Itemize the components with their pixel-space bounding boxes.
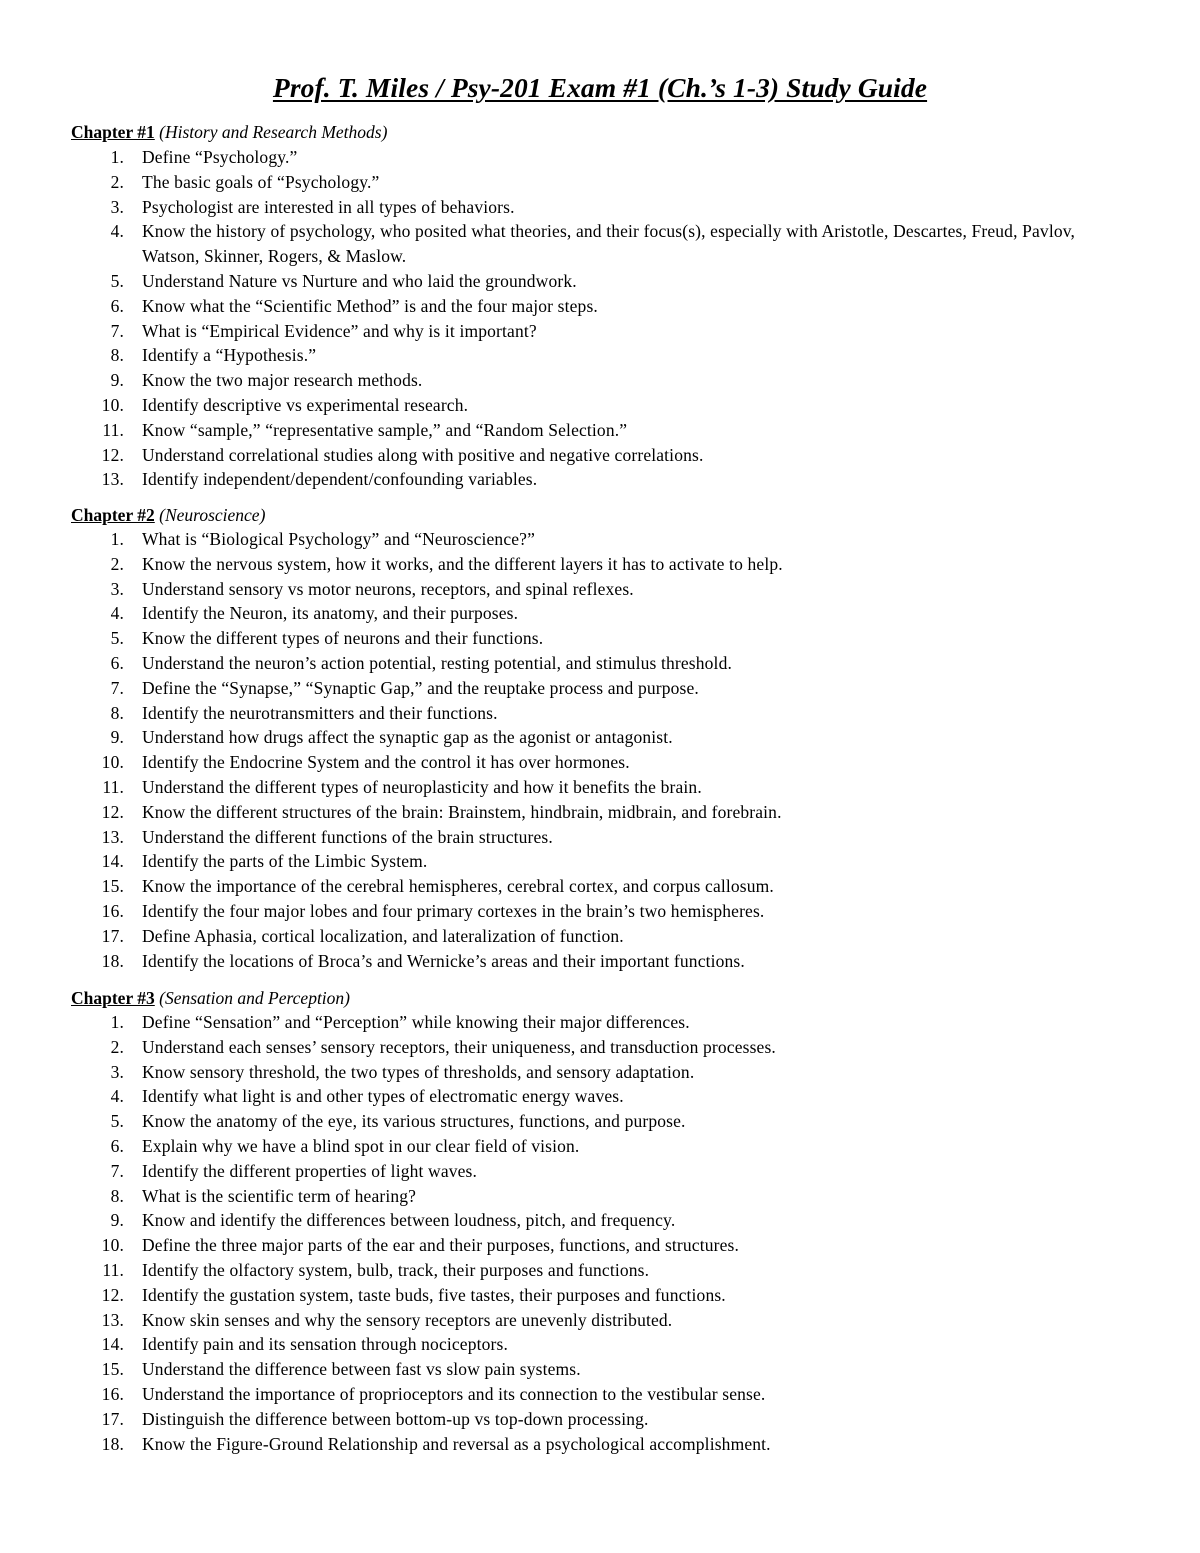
item-number: 16. <box>101 1383 124 1404</box>
item-text: Understand each senses’ sensory receptors, their uniqueness, and transduction processes. <box>142 1036 776 1057</box>
list-item <box>71 1109 1131 1134</box>
item-text: Identify the gustation system, taste buds, five tastes, their purposes and functions. <box>142 1284 726 1305</box>
item-text: Know the history of psychology, who posited what theories, and their focus(s), especially with Aristotle, Descartes, Freud, Pavlov, Watson, Skinner, Rogers, & Maslow. <box>142 221 1076 267</box>
item-number: 4. <box>110 603 124 624</box>
list-item <box>71 319 1131 344</box>
item-text: Know sensory threshold, the two types of thresholds, and sensory adaptation. <box>142 1061 695 1082</box>
list-item <box>71 701 1131 726</box>
list-item <box>71 145 1131 170</box>
list-item <box>71 1035 1131 1060</box>
list-item <box>71 626 1131 651</box>
item-text: What is “Empirical Evidence” and why is it important? <box>142 320 537 341</box>
item-number: 14. <box>101 851 124 872</box>
item-text: Know skin senses and why the sensory receptors are unevenly distributed. <box>142 1309 673 1330</box>
item-text: The basic goals of “Psychology.” <box>142 171 380 192</box>
list-item <box>71 1308 1131 1333</box>
item-number: 15. <box>101 876 124 897</box>
item-number: 13. <box>101 826 124 847</box>
list-item <box>71 849 1131 874</box>
item-number: 9. <box>110 370 124 391</box>
item-number: 11. <box>102 1259 124 1280</box>
item-number: 4. <box>110 221 124 242</box>
item-text: Identify the different properties of light waves. <box>142 1160 478 1181</box>
chapter-label: Chapter #3 <box>71 988 155 1008</box>
item-number: 1. <box>110 1012 124 1032</box>
list-item <box>71 552 1131 577</box>
item-number: 10. <box>101 752 124 773</box>
list-item <box>71 1258 1131 1283</box>
item-text: Identify the Endocrine System and the control it has over hormones. <box>142 752 630 773</box>
item-text: Understand sensory vs motor neurons, receptors, and spinal reflexes. <box>142 578 634 599</box>
chapter-2-list <box>71 527 1131 973</box>
list-item <box>71 294 1131 319</box>
list-item <box>71 1010 1131 1035</box>
item-text: What is “Biological Psychology” and “Neuroscience?” <box>142 529 536 549</box>
item-text: Identify the olfactory system, bulb, track, their purposes and functions. <box>142 1259 650 1280</box>
list-item <box>71 170 1131 195</box>
chapter-heading <box>71 120 1131 144</box>
item-number: 2. <box>110 553 124 574</box>
item-number: 17. <box>101 925 124 946</box>
item-text: Understand the importance of proprioceptors and its connection to the vestibular sense. <box>142 1383 766 1404</box>
list-item <box>71 1134 1131 1159</box>
item-text: Identify descriptive vs experimental research. <box>142 394 469 415</box>
item-number: 16. <box>101 900 124 921</box>
list-item <box>71 219 1131 269</box>
list-item <box>71 1283 1131 1308</box>
chapter-topic: (Neuroscience) <box>159 505 266 525</box>
item-number: 6. <box>110 295 124 316</box>
item-number: 7. <box>110 677 124 698</box>
list-item <box>71 924 1131 949</box>
item-text: Identify the parts of the Limbic System. <box>142 851 428 872</box>
list-item <box>71 467 1131 492</box>
item-text: Identify the locations of Broca’s and Wernicke’s areas and their important functions. <box>142 950 745 971</box>
list-item <box>71 1382 1131 1407</box>
document-title: Prof. T. Miles / Psy-201 Exam #1 (Ch.’s 1-3) Study Guide <box>272 72 928 103</box>
item-number: 8. <box>110 1185 124 1206</box>
item-text: Know the different types of neurons and their functions. <box>142 628 544 649</box>
list-item <box>71 800 1131 825</box>
item-text: Know the two major research methods. <box>142 370 423 391</box>
item-text: Understand how drugs affect the synaptic gap as the agonist or antagonist. <box>142 727 673 748</box>
list-item <box>71 393 1131 418</box>
item-number: 6. <box>110 652 124 673</box>
item-text: Understand the different functions of the brain structures. <box>142 826 553 847</box>
chapter-3-list <box>71 1010 1131 1456</box>
list-item <box>71 269 1131 294</box>
list-item <box>71 725 1131 750</box>
list-item <box>71 949 1131 974</box>
item-text: Define “Psychology.” <box>142 147 298 167</box>
item-text: Understand Nature vs Nurture and who laid the groundwork. <box>142 270 577 291</box>
list-item <box>71 899 1131 924</box>
item-number: 3. <box>110 578 124 599</box>
item-number: 1. <box>110 147 124 167</box>
item-text: Define the three major parts of the ear and their purposes, functions, and structures. <box>142 1235 740 1256</box>
item-number: 10. <box>101 1235 124 1256</box>
list-item <box>71 577 1131 602</box>
item-number: 12. <box>101 801 124 822</box>
item-number: 12. <box>101 1284 124 1305</box>
item-number: 2. <box>110 1036 124 1057</box>
item-text: Know the anatomy of the eye, its various structures, functions, and purpose. <box>142 1111 686 1132</box>
item-number: 13. <box>101 1309 124 1330</box>
item-text: Identify a “Hypothesis.” <box>142 345 317 366</box>
item-text: Identify what light is and other types of electromatic energy waves. <box>142 1086 624 1107</box>
item-text: Know what the “Scientific Method” is and the four major steps. <box>142 295 598 316</box>
chapter-heading <box>71 503 1131 527</box>
chapter-heading <box>71 986 1131 1010</box>
list-item <box>71 825 1131 850</box>
item-text: Understand the difference between fast vs slow pain systems. <box>142 1359 581 1380</box>
item-text: Define “Sensation” and “Perception” while knowing their major differences. <box>142 1012 690 1032</box>
list-item <box>71 1332 1131 1357</box>
list-item <box>71 1060 1131 1085</box>
item-text: Identify the Neuron, its anatomy, and their purposes. <box>142 603 519 624</box>
item-number: 18. <box>101 950 124 971</box>
item-text: Identify independent/dependent/confounding variables. <box>142 469 538 490</box>
item-text: Identify the neurotransmitters and their functions. <box>142 702 498 723</box>
list-item <box>71 1208 1131 1233</box>
item-number: 14. <box>101 1334 124 1355</box>
item-number: 13. <box>101 469 124 490</box>
item-text: Define the “Synapse,” “Synaptic Gap,” and the reuptake process and purpose. <box>142 677 699 698</box>
item-number: 11. <box>102 419 124 440</box>
item-number: 12. <box>101 444 124 465</box>
list-item <box>71 1432 1131 1457</box>
item-text: Know the Figure-Ground Relationship and reversal as a psychological accomplishment. <box>142 1433 771 1454</box>
item-number: 8. <box>110 702 124 723</box>
list-item <box>71 1159 1131 1184</box>
item-text: What is the scientific term of hearing? <box>142 1185 417 1206</box>
list-item <box>71 1233 1131 1258</box>
list-item <box>71 1184 1131 1209</box>
list-item <box>71 443 1131 468</box>
item-number: 5. <box>110 1111 124 1132</box>
item-number: 5. <box>110 270 124 291</box>
list-item <box>71 343 1131 368</box>
item-text: Explain why we have a blind spot in our clear field of vision. <box>142 1135 580 1156</box>
item-number: 7. <box>110 1160 124 1181</box>
list-item <box>71 874 1131 899</box>
item-number: 6. <box>110 1135 124 1156</box>
item-text: Know the nervous system, how it works, and the different layers it has to activate to help. <box>142 553 783 574</box>
item-text: Know “sample,” “representative sample,” and “Random Selection.” <box>142 419 628 440</box>
item-number: 17. <box>101 1408 124 1429</box>
list-item <box>71 1357 1131 1382</box>
item-text: Identify the four major lobes and four primary cortexes in the brain’s two hemispheres. <box>142 900 765 921</box>
item-number: 1. <box>110 529 124 549</box>
item-text: Know the importance of the cerebral hemispheres, cerebral cortex, and corpus callosum. <box>142 876 774 897</box>
chapter-label: Chapter #1 <box>71 122 155 142</box>
list-item <box>71 651 1131 676</box>
chapter-topic: (History and Research Methods) <box>159 122 388 142</box>
list-item <box>71 368 1131 393</box>
list-item <box>71 1084 1131 1109</box>
item-number: 4. <box>110 1086 124 1107</box>
chapter-1-section <box>71 120 1131 492</box>
item-number: 18. <box>101 1433 124 1454</box>
item-text: Know and identify the differences between loudness, pitch, and frequency. <box>142 1210 676 1231</box>
item-text: Understand the neuron’s action potential, resting potential, and stimulus threshold. <box>142 652 732 673</box>
item-number: 3. <box>110 1061 124 1082</box>
list-item <box>71 527 1131 552</box>
chapter-label: Chapter #2 <box>71 505 155 525</box>
list-item <box>71 418 1131 443</box>
item-number: 15. <box>101 1359 124 1380</box>
item-number: 8. <box>110 345 124 366</box>
item-text: Understand correlational studies along with positive and negative correlations. <box>142 444 704 465</box>
chapter-2-section <box>71 503 1131 973</box>
item-text: Define Aphasia, cortical localization, and lateralization of function. <box>142 925 624 946</box>
item-number: 9. <box>110 727 124 748</box>
item-text: Identify pain and its sensation through nociceptors. <box>142 1334 508 1355</box>
list-item <box>71 601 1131 626</box>
item-number: 5. <box>110 628 124 649</box>
chapter-topic: (Sensation and Perception) <box>159 988 350 1008</box>
chapter-1-list <box>71 145 1131 492</box>
item-number: 9. <box>110 1210 124 1231</box>
item-number: 10. <box>101 394 124 415</box>
chapter-3-section <box>71 986 1131 1456</box>
list-item <box>71 750 1131 775</box>
list-item <box>71 676 1131 701</box>
item-number: 7. <box>110 320 124 341</box>
list-item <box>71 1407 1131 1432</box>
item-text: Psychologist are interested in all types of behaviors. <box>142 196 515 217</box>
item-text: Understand the different types of neuroplasticity and how it benefits the brain. <box>142 776 702 797</box>
item-number: 3. <box>110 196 124 217</box>
item-text: Distinguish the difference between bottom-up vs top-down processing. <box>142 1408 649 1429</box>
list-item <box>71 195 1131 220</box>
item-number: 2. <box>110 171 124 192</box>
list-item <box>71 775 1131 800</box>
item-number: 11. <box>102 776 124 797</box>
item-text: Know the different structures of the brain: Brainstem, hindbrain, midbrain, and forebrain. <box>142 801 782 822</box>
